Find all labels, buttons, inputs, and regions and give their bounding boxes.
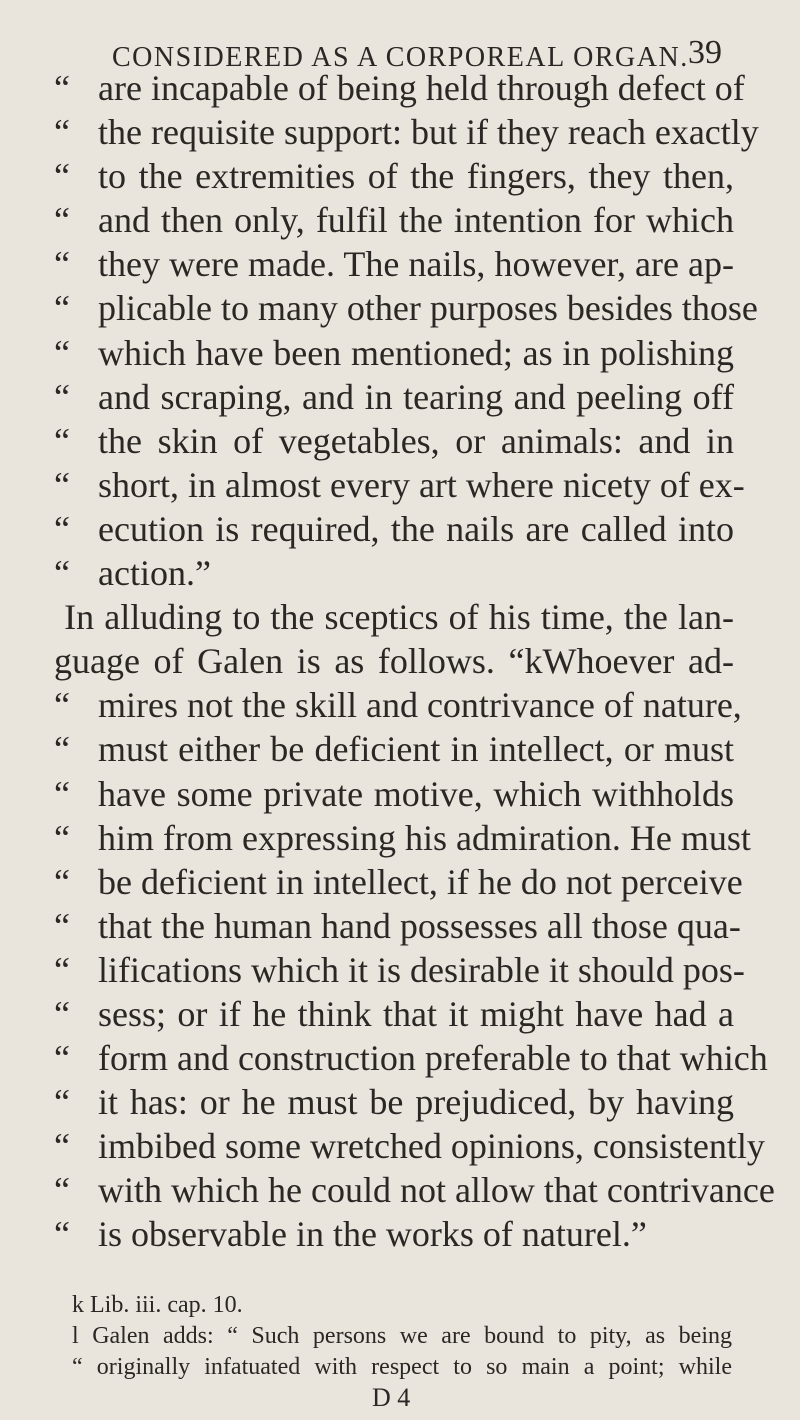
line-text: are incapable of being held through defect of (98, 68, 745, 108)
text-line (54, 419, 734, 463)
quote-mark: “ (54, 200, 70, 241)
line-text: guage of Galen is as follows. “kWhoever ad- (54, 641, 734, 682)
text-line (54, 286, 758, 330)
text-line (54, 375, 734, 419)
quote-mark: “ (54, 376, 70, 417)
text-line (54, 1036, 768, 1080)
quote-mark: “ (54, 1082, 70, 1123)
text-line (54, 816, 751, 860)
line-text: the skin of vegetables, or animals: and in (98, 420, 734, 461)
line-text: lifications which it is desirable it should pos- (98, 949, 745, 990)
text-line (54, 772, 734, 816)
line-text: be deficient in intellect, if he do not perceive (98, 861, 743, 902)
line-text: mires not the skill and contrivance of nature, (98, 685, 742, 726)
line-text: and then only, fulfil the intention for which (98, 200, 734, 241)
quote-mark: “ (54, 1126, 70, 1167)
footnote-line: l Galen adds: “ Such persons we are bound to pity, as being (72, 1323, 732, 1349)
line-text: it has: or he must be prejudiced, by having (98, 1082, 734, 1123)
signature-mark: D 4 (372, 1383, 411, 1412)
line-text: plicable to many other purposes besides those (98, 288, 758, 329)
quote-mark: “ (54, 817, 70, 858)
line-text: the requisite support: but if they reach exactly (98, 112, 759, 153)
text-line (54, 198, 734, 242)
line-text: form and construction preferable to that which (98, 1038, 768, 1079)
text-line (54, 948, 745, 992)
line-text: to the extremities of the fingers, they then, (98, 156, 734, 197)
footnotes (72, 1290, 732, 1383)
text-line (54, 1212, 734, 1256)
quote-mark: “ (54, 420, 70, 461)
line-text: action.” (98, 553, 211, 594)
line-text: ecution is required, the nails are called into (98, 508, 734, 549)
text-line (54, 1080, 734, 1124)
quote-mark: “ (54, 773, 70, 814)
quote-mark: “ (54, 112, 70, 153)
line-text: is observable in the works of naturel.” (98, 1214, 647, 1255)
text-line (54, 727, 734, 771)
footnote-line: k Lib. iii. cap. 10. (72, 1292, 243, 1318)
line-text: that the human hand possesses all those qua- (98, 905, 741, 946)
quote-mark: “ (54, 508, 70, 549)
quote-mark: “ (54, 993, 70, 1034)
line-text: him from expressing his admiration. He must (98, 817, 751, 858)
quote-mark: “ (54, 729, 70, 770)
quote-mark: “ (54, 861, 70, 902)
text-line (54, 242, 734, 286)
line-text: In alluding to the sceptics of his time, the lan- (54, 597, 734, 638)
text-line (54, 507, 734, 551)
quote-mark: “ (54, 949, 70, 990)
line-text: with which he could not allow that contrivance (98, 1170, 775, 1211)
line-text: they were made. The nails, however, are ap- (98, 244, 734, 285)
text-line (54, 860, 743, 904)
quote-mark: “ (54, 553, 70, 594)
text-line (54, 992, 734, 1036)
line-text: and scraping, and in tearing and peeling off (98, 376, 734, 417)
line-text: have some private motive, which withholds (98, 773, 734, 814)
text-line (54, 331, 734, 375)
quote-mark: “ (54, 288, 70, 329)
text-line (54, 1124, 765, 1168)
text-line (54, 463, 745, 507)
quote-mark: “ (54, 905, 70, 946)
line-text: sess; or if he think that it might have had a (98, 993, 734, 1034)
running-title: CONSIDERED AS A CORPOREAL ORGAN. (112, 42, 689, 73)
text-line (54, 683, 742, 727)
text-line (54, 639, 734, 683)
quote-mark: “ (54, 332, 70, 373)
text-line (54, 1168, 775, 1212)
quote-mark: “ (54, 1038, 70, 1079)
quote-mark: “ (54, 1214, 70, 1255)
line-text: which have been mentioned; as in polishing (98, 332, 734, 373)
text-line (54, 110, 759, 154)
text-line (54, 551, 734, 595)
quote-mark: “ (54, 156, 70, 197)
line-text: must either be deficient in intellect, or must (98, 729, 734, 770)
quote-mark: “ (54, 68, 70, 108)
footnote-line: “ originally infatuated with respect to so main a point; while (72, 1354, 732, 1380)
text-line (54, 904, 741, 948)
page-number: 39 (688, 34, 722, 71)
quote-mark: “ (54, 244, 70, 285)
quote-mark: “ (54, 1170, 70, 1211)
text-line (54, 66, 745, 110)
line-text: imbibed some wretched opinions, consistently (98, 1126, 765, 1167)
quote-mark: “ (54, 685, 70, 726)
line-text: short, in almost every art where nicety of ex- (98, 464, 745, 505)
text-line (54, 595, 734, 639)
text-line (54, 154, 734, 198)
body-text (54, 66, 775, 1257)
quote-mark: “ (54, 464, 70, 505)
